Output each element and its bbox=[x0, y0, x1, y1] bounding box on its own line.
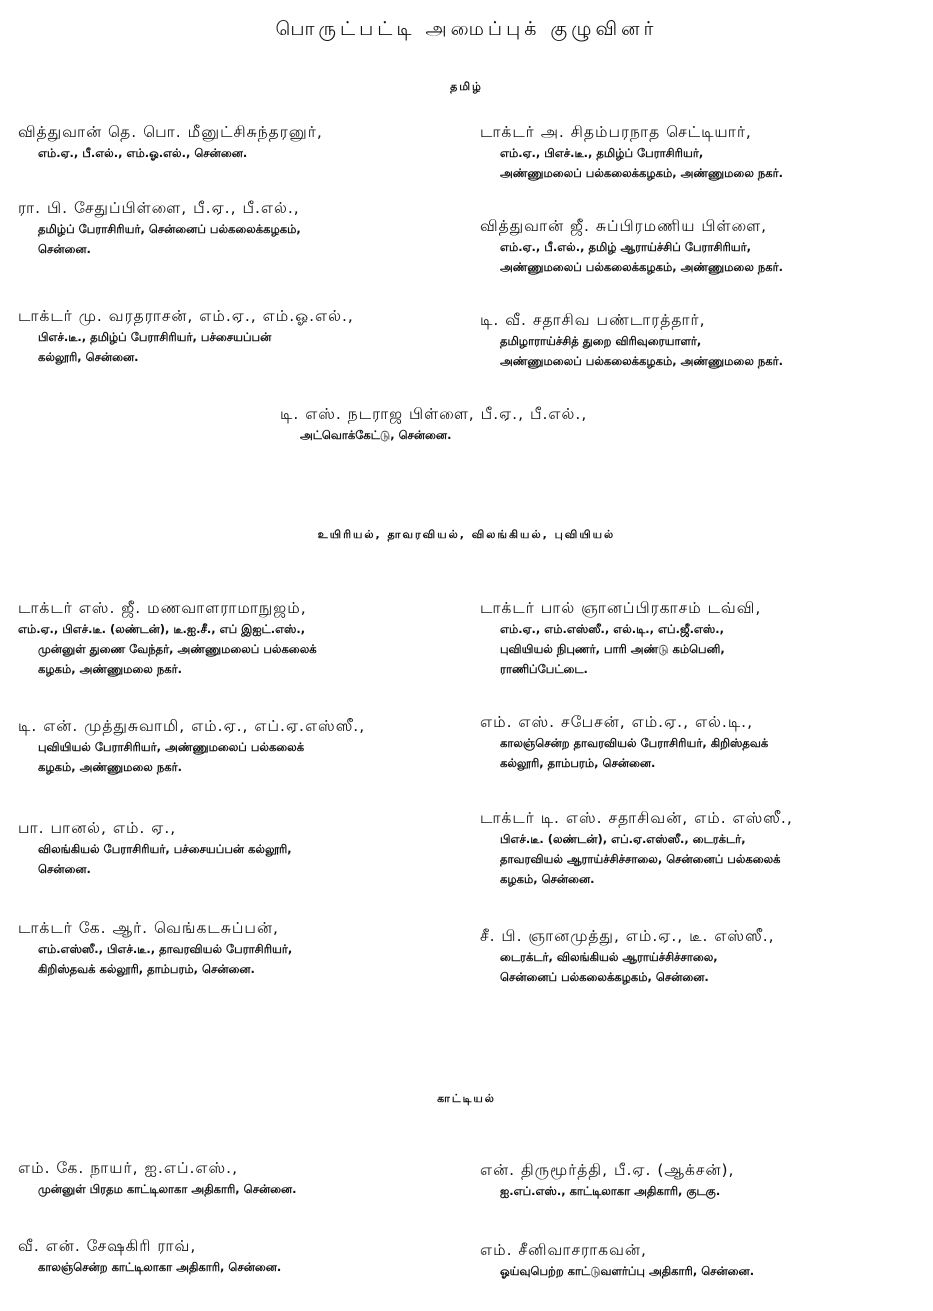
member-name: டி. எஸ். நடராஜ பிள்ளை, பீ.ஏ., பீ.எல்., bbox=[280, 405, 588, 423]
member-detail: பிஎச்.டீ. (லண்டன்), எப்.ஏ.எஸ்ஸீ., டைரக்டர், bbox=[500, 832, 746, 846]
member-name: டாக்டர் அ. சிதம்பரநாத செட்டியார், bbox=[480, 123, 752, 141]
member-entry bbox=[480, 122, 930, 183]
member-detail: கிறிஸ்தவக் கல்லூரி, தாம்பரம், சென்னை. bbox=[38, 962, 255, 976]
member-detail: அண்ணுமலைப் பல்கலைக்கழகம், அண்ணுமலை நகர். bbox=[500, 354, 783, 368]
member-entry bbox=[480, 808, 930, 889]
member-name: வித்துவான் தெ. பொ. மீனுட்சிசுந்தரனுர், bbox=[18, 123, 323, 141]
member-detail: பிஎச்.டீ., தமிழ்ப் பேராசிரியர், பச்சையப்பன் bbox=[38, 330, 272, 344]
member-detail: புவியியல் பேராசிரியர், அண்ணுமலைப் பல்கலைக் bbox=[38, 740, 305, 754]
page-title: பொருட்பட்டி அமைப்புக் குழுவினர் bbox=[275, 18, 658, 40]
member-detail: சென்னை. bbox=[38, 862, 91, 876]
member-detail: சென்னைப் பல்கலைக்கழகம், சென்னை. bbox=[500, 970, 709, 984]
member-entry bbox=[480, 926, 930, 987]
member-name: டாக்டர் மு. வரதராசன், எம்.ஏ., எம்.ஓ.எல்., bbox=[18, 307, 354, 325]
member-entry bbox=[18, 1236, 468, 1277]
member-entry bbox=[18, 716, 468, 777]
member-detail: கழகம், அண்ணுமலை நகர். bbox=[38, 760, 182, 774]
member-entry bbox=[18, 818, 468, 879]
member-detail: அண்ணுமலைப் பல்கலைக்கழகம், அண்ணுமலை நகர். bbox=[500, 260, 783, 274]
member-detail: புவியியல் நிபுணர், பாரி அண்டு கம்பெனி, bbox=[500, 642, 725, 656]
member-detail: எம்.ஏ., எம்.எஸ்ஸீ., எல்.டி., எப்.ஜீ.எஸ்., bbox=[500, 622, 724, 636]
member-entry bbox=[18, 198, 468, 259]
member-name: எம். கே. நாயர், ஐ.எப்.எஸ்., bbox=[18, 1159, 239, 1177]
member-detail: டைரக்டர், விலங்கியல் ஆராய்ச்சிச்சாலை, bbox=[500, 950, 718, 964]
member-name: டி. வீ. சதாசிவ பண்டாரத்தார், bbox=[480, 311, 706, 329]
member-detail: காலஞ்சென்ற தாவரவியல் பேராசிரியர், கிறிஸ்தவக் bbox=[500, 736, 769, 750]
section-heading-forestry: காட்டியல் bbox=[437, 1092, 496, 1105]
member-entry bbox=[18, 122, 468, 163]
member-detail: ஓய்வுபெற்ற காட்டுவளர்ப்பு அதிகாரி, சென்னை. bbox=[500, 1264, 755, 1278]
member-name: டி. என். முத்துசுவாமி, எம்.ஏ., எப்.ஏ.எஸ்ஸீ., bbox=[18, 717, 366, 735]
member-entry bbox=[480, 1240, 930, 1281]
member-entry bbox=[480, 598, 930, 679]
member-entry bbox=[18, 1158, 468, 1199]
member-name: ரா. பி. சேதுப்பிள்ளை, பீ.ஏ., பீ.எல்., bbox=[18, 199, 300, 217]
member-detail: ஐ.எப்.எஸ்., காட்டிலாகா அதிகாரி, குடகு. bbox=[500, 1184, 721, 1198]
member-detail: எம்.எஸ்ஸீ., பிஎச்.டீ., தாவரவியல் பேராசிரியர், bbox=[38, 942, 293, 956]
member-name: டாக்டர் எஸ். ஜீ. மணவாளராமாநுஜம், bbox=[18, 599, 307, 617]
member-detail: தமிழ்ப் பேராசிரியர், சென்னைப் பல்கலைக்கழகம், bbox=[38, 222, 301, 236]
member-entry bbox=[480, 1160, 930, 1201]
member-entry bbox=[480, 712, 930, 773]
member-detail: தமிழாராய்ச்சித் துறை விரிவுரையாளர், bbox=[500, 334, 702, 348]
member-name: வீ. என். சேஷகிரி ராவ், bbox=[18, 1237, 197, 1255]
member-detail: கழகம், அண்ணுமலை நகர். bbox=[38, 662, 182, 676]
member-entry bbox=[480, 310, 930, 371]
member-detail: கல்லூரி, சென்னை. bbox=[38, 350, 139, 364]
member-detail: சென்னை. bbox=[38, 242, 91, 256]
member-detail: அண்ணுமலைப் பல்கலைக்கழகம், அண்ணுமலை நகர். bbox=[500, 166, 783, 180]
member-detail: ராணிப்பேட்டை. bbox=[500, 662, 588, 676]
member-detail: எம்.ஏ., பிஎச்.டீ. (லண்டன்), டீ.ஐ.சீ., எப் இஐட்.எஸ்., bbox=[18, 622, 306, 636]
member-detail: விலங்கியல் பேராசிரியர், பச்சையப்பன் கல்லூரி, bbox=[38, 842, 292, 856]
member-detail: முன்னுள் துணை வேந்தர், அண்ணுமலைப் பல்கலைக் bbox=[38, 642, 317, 656]
member-detail: அட்வொக்கேட்டு, சென்னை. bbox=[300, 428, 452, 442]
member-name: டாக்டர் பால் ஞானப்பிரகாசம் டவ்வி, bbox=[480, 599, 762, 617]
member-name: என். திருமூர்த்தி, பீ.ஏ. (ஆக்சன்), bbox=[480, 1161, 735, 1179]
member-name: வித்துவான் ஜீ. சுப்பிரமணிய பிள்ளை, bbox=[480, 217, 768, 235]
member-detail: எம்.ஏ., பீ.எல்., எம்.ஓ.எல்., சென்னை. bbox=[38, 146, 248, 160]
member-detail: கழகம், சென்னை. bbox=[500, 872, 595, 886]
member-entry bbox=[18, 598, 468, 679]
member-entry bbox=[18, 918, 468, 979]
member-name: எம். சீனிவாசராகவன், bbox=[480, 1241, 647, 1259]
member-name: சீ. பி. ஞானமுத்து, எம்.ஏ., டீ. எஸ்ஸீ., bbox=[480, 927, 775, 945]
member-entry bbox=[280, 404, 730, 445]
member-detail: எம்.ஏ., பிஎச்.டீ., தமிழ்ப் பேராசிரியர், bbox=[500, 146, 704, 160]
member-entry bbox=[18, 306, 468, 367]
section-heading-science: உயிரியல், தாவரவியல், விலங்கியல், புவியியல் bbox=[317, 528, 616, 541]
member-detail: முன்னுள் பிரதம காட்டிலாகா அதிகாரி, சென்னை. bbox=[38, 1182, 297, 1196]
member-detail: எம்.ஏ., பீ.எல்., தமிழ் ஆராய்ச்சிப் பேராசிரியர், bbox=[500, 240, 752, 254]
member-name: எம். எஸ். சபேசன், எம்.ஏ., எல்.டி., bbox=[480, 713, 754, 731]
member-detail: தாவரவியல் ஆராய்ச்சிச்சாலை, சென்னைப் பல்கலைக் bbox=[500, 852, 781, 866]
member-entry bbox=[480, 216, 930, 277]
member-name: டாக்டர் கே. ஆர். வெங்கடசுப்பன், bbox=[18, 919, 279, 937]
member-name: பா. பானல், எம். ஏ., bbox=[18, 819, 177, 837]
member-detail: கல்லூரி, தாம்பரம், சென்னை. bbox=[500, 756, 656, 770]
member-name: டாக்டர் டி. எஸ். சதாசிவன், எம். எஸ்ஸீ., bbox=[480, 809, 793, 827]
section-heading-tamil: தமிழ் bbox=[450, 80, 483, 93]
member-detail: காலஞ்சென்ற காட்டிலாகா அதிகாரி, சென்னை. bbox=[38, 1260, 282, 1274]
